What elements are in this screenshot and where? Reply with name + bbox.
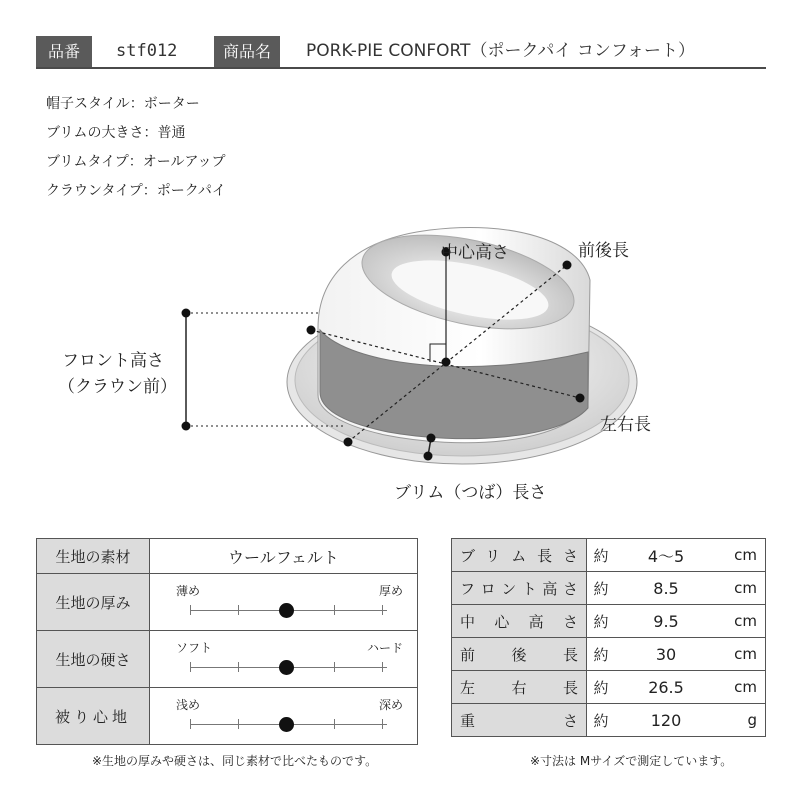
scale-label-fit: 被り心地: [37, 688, 150, 745]
scale-thickness: [150, 574, 418, 631]
scale-tick: [382, 605, 383, 615]
scale-left-text: ソフト: [176, 641, 213, 655]
scale-tick: [382, 662, 383, 672]
size-table: [451, 538, 766, 737]
size-label: 前後長: [452, 638, 587, 671]
label-left-right: 左右長: [600, 415, 651, 435]
table-row: [452, 605, 766, 638]
table-row: [37, 539, 418, 574]
style-list: [46, 90, 226, 206]
scale-label-hardness: 生地の硬さ: [37, 631, 150, 688]
scale-tick: [238, 662, 239, 672]
scale-left-text: 薄め: [176, 584, 201, 598]
label-front-height-1: フロント高さ: [62, 351, 164, 371]
header-divider: [36, 67, 766, 69]
scale-marker: [279, 660, 294, 675]
label-center-height: 中心高さ: [441, 243, 509, 263]
scale-left-text: 浅め: [176, 698, 201, 712]
hat-diagram: [0, 220, 800, 510]
scale-tick: [334, 605, 335, 615]
size-value: 4～5: [615, 539, 717, 572]
scale-right-text: 深め: [378, 698, 403, 712]
size-value: 8.5: [615, 572, 717, 605]
scale-tick: [334, 662, 335, 672]
size-value: 9.5: [615, 605, 717, 638]
style-brim-size: ブリムの大きさ：普通: [46, 125, 186, 141]
size-unit: cm: [717, 572, 766, 605]
label-brim-length: ブリム（つば）長さ: [394, 483, 547, 503]
material-note: ※生地の厚みや硬さは、同じ素材で比べたものです。: [92, 754, 378, 768]
table-row: [37, 688, 418, 745]
size-note: ※寸法は Mサイズで測定しています。: [530, 754, 733, 768]
scale-hardness: [150, 631, 418, 688]
material-value: ウールフェルト: [150, 539, 418, 574]
product-name: PORK-PIE CONFORT（ポークパイ コンフォート）: [306, 41, 695, 61]
scale-tick: [238, 719, 239, 729]
size-label: 中心高さ: [452, 605, 587, 638]
table-row: [452, 539, 766, 572]
table-row: [37, 631, 418, 688]
table-row: [452, 638, 766, 671]
size-value: 26.5: [615, 671, 717, 704]
size-label: 左右長: [452, 671, 587, 704]
size-unit: cm: [717, 605, 766, 638]
item-no: stf012: [116, 41, 178, 61]
table-row: [452, 572, 766, 605]
size-value: 120: [615, 704, 717, 737]
size-unit: cm: [717, 638, 766, 671]
scale-tick: [334, 719, 335, 729]
size-approx: 約: [587, 572, 616, 605]
table-row: [452, 671, 766, 704]
size-approx: 約: [587, 671, 616, 704]
scale-tick: [190, 662, 191, 672]
size-value: 30: [615, 638, 717, 671]
size-unit: cm: [717, 671, 766, 704]
size-approx: 約: [587, 704, 616, 737]
scale-marker: [279, 603, 294, 618]
size-approx: 約: [587, 539, 616, 572]
scale-tick: [190, 605, 191, 615]
size-approx: 約: [587, 638, 616, 671]
size-label: 重さ: [452, 704, 587, 737]
material-label: 生地の素材: [37, 539, 150, 574]
material-table: [36, 538, 418, 745]
scale-tick: [238, 605, 239, 615]
scale-label-thickness: 生地の厚み: [37, 574, 150, 631]
product-name-label: 商品名: [214, 36, 280, 67]
style-crown-type: クラウンタイプ：ポークパイ: [46, 183, 226, 199]
scale-tick: [382, 719, 383, 729]
scale-fit: [150, 688, 418, 745]
scale-marker: [279, 717, 294, 732]
table-row: [452, 704, 766, 737]
size-unit: g: [717, 704, 766, 737]
label-front-back: 前後長: [578, 241, 629, 261]
scale-right-text: 厚め: [378, 584, 403, 598]
style-brim-type: ブリムタイプ：オールアップ: [46, 154, 226, 170]
size-label: フロント高さ: [452, 572, 587, 605]
label-front-height-2: （クラウン前）: [58, 377, 177, 397]
scale-right-text: ハード: [366, 641, 403, 655]
size-unit: cm: [717, 539, 766, 572]
size-label: ブリム長さ: [452, 539, 587, 572]
item-no-label: 品番: [36, 36, 92, 67]
table-row: [37, 574, 418, 631]
style-hat: 帽子スタイル：ボーター: [46, 96, 200, 112]
scale-tick: [190, 719, 191, 729]
size-approx: 約: [587, 605, 616, 638]
